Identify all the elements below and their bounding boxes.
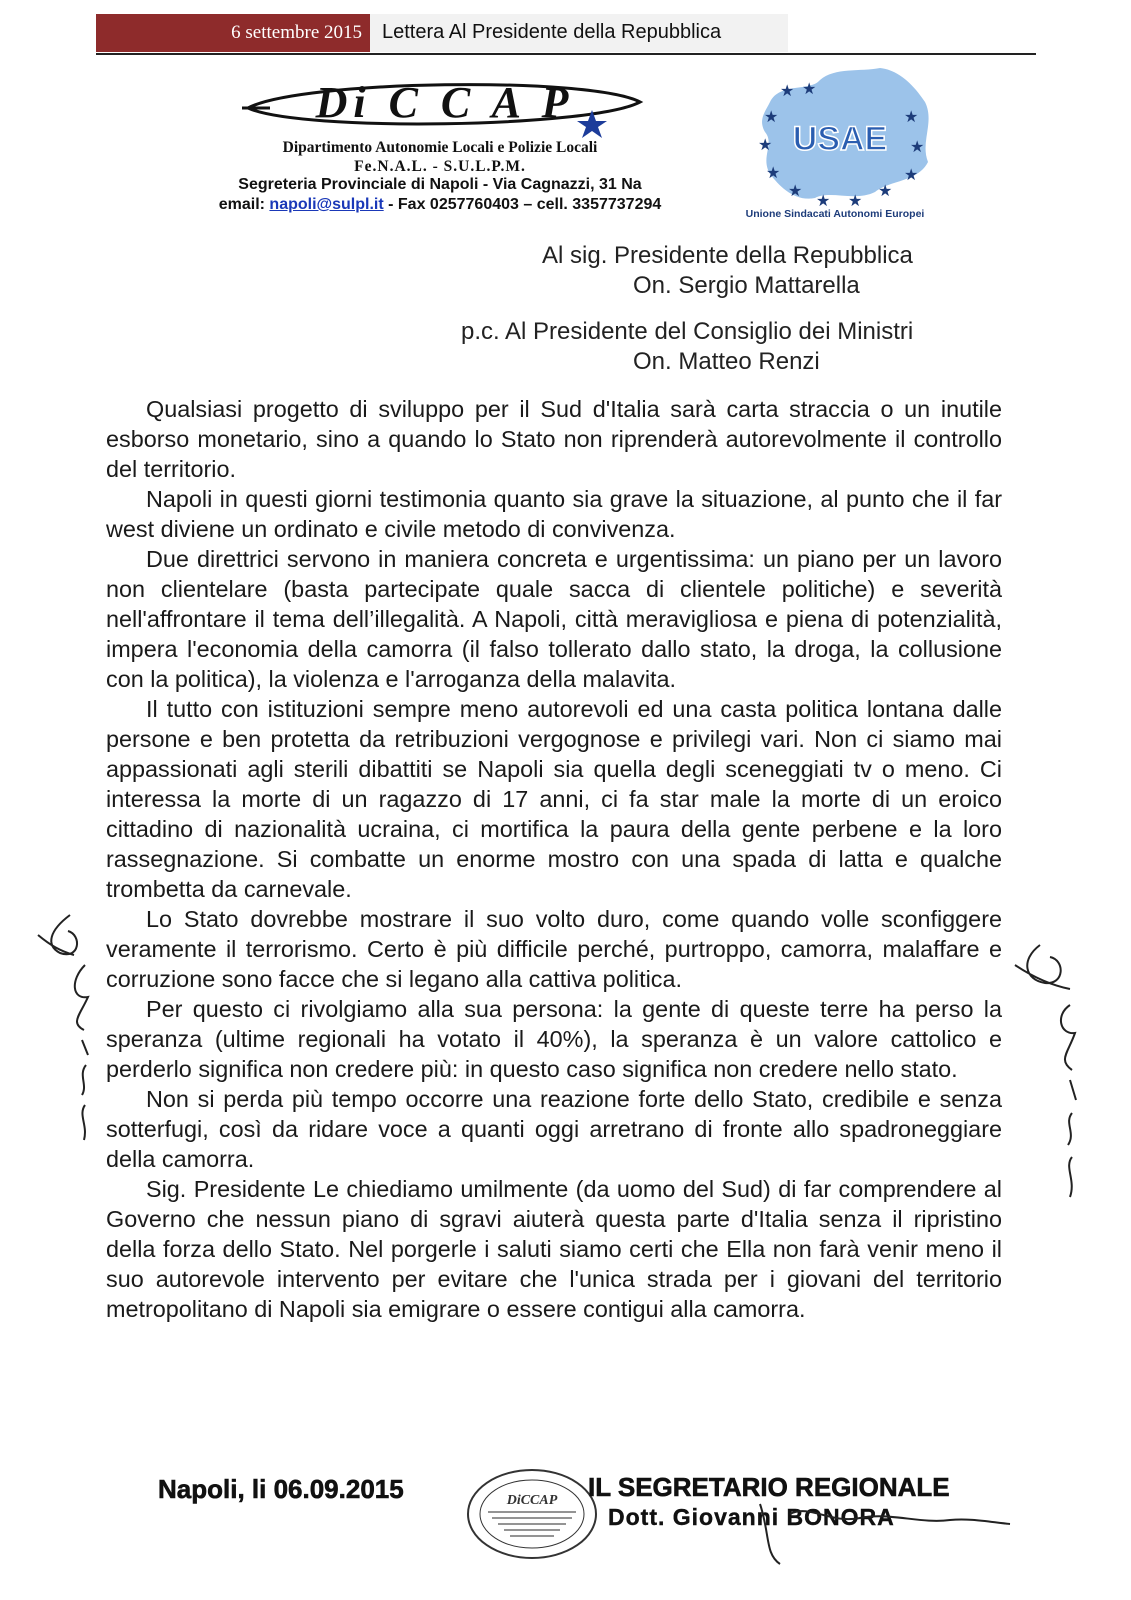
svg-text:★: ★	[802, 81, 817, 98]
diccap-logo	[240, 70, 650, 140]
stamp-text: DiCCAP	[506, 1493, 558, 1508]
margin-signature-right	[1010, 935, 1090, 1205]
signature-place-date: Napoli, li 06.09.2015	[158, 1474, 404, 1504]
body-paragraph: Il tutto con istituzioni sempre meno autorevoli ed una casta politica lontana dalle persone e ben protetta da retribuzioni vergognose e privilegi vari. Non ci siamo mai appassionati agli sterili dibattiti se Napoli sia quella degli sceneggiati tv o meno. Ci interessa la morte di un ragazzo di 17 anni, ci fa star male la morte di un eroico cittadino di nazionalità ucraina, ci mortifica la paura della gente perbene e la loro rassegnazione. Si combatte un enorme mostro con una spada di latta e qualche trombetta da carnevale.	[106, 696, 1002, 902]
header-date: 6 settembre 2015	[96, 14, 370, 52]
body-paragraph: Per questo ci rivolgiamo alla sua persona: la gente di queste terre ha perso la speranza (ultime regionali ha votato il 40%), la speranza è un valore cattolico e perderlo significa non credere più: in questo caso significa non credere nello stato.	[106, 996, 1002, 1082]
email-link[interactable]: napoli@sulpl.it	[269, 196, 384, 213]
svg-text:★: ★	[788, 183, 803, 200]
svg-text:★: ★	[910, 139, 925, 156]
addressee-line-3: p.c. Al Presidente del Consiglio dei Ministri	[461, 318, 914, 345]
svg-text:★: ★	[904, 167, 919, 184]
diccap-stamp	[464, 1466, 600, 1562]
letterhead-address: Segreteria Provinciale di Napoli - Via Cagnazzi, 31 Na	[238, 176, 642, 193]
svg-text:★: ★	[780, 83, 795, 100]
letterhead-union: Fe.N.A.L. - S.U.L.P.M.	[354, 158, 526, 175]
body-paragraph: Qualsiasi progetto di sviluppo per il Sud d'Italia sarà carta straccia o un inutile esborso monetario, sino a quando lo Stato non riprenderà autorevolmente il controllo del territorio.	[106, 396, 1002, 482]
handwritten-signature	[720, 1494, 1020, 1574]
header-divider	[96, 53, 1036, 55]
usae-logo-text: USAE	[792, 120, 888, 158]
svg-text:★: ★	[816, 193, 831, 210]
letterhead-contacts	[180, 196, 700, 214]
letterhead-department: Dipartimento Autonomie Locali e Polizie Locali	[282, 139, 598, 156]
svg-text:★: ★	[904, 109, 919, 126]
letter-body	[106, 394, 1002, 1324]
body-paragraph: Sig. Presidente Le chiediamo umilmente (da uomo del Sud) di far comprendere al Governo che nessun piano di sgravi aiuterà questa parte d'Italia senza il ripristino della forza dello Stato. Nel porgerle i saluti siamo certi che Ella non farà venir meno il suo autorevole intervento per evitare che l'unica strada per i giovani del territorio metropolitano di Napoli sia emigrare o essere contigui alla camorra.	[106, 1176, 1002, 1322]
body-paragraph: Napoli in questi giorni testimonia quanto sia grave la situazione, al punto che il far west diviene un ordinato e civile metodo di convivenza.	[106, 486, 1002, 542]
addressee-line-4: On. Matteo Renzi	[633, 348, 820, 375]
svg-text:★: ★	[848, 193, 863, 210]
addressee-line-2: On. Sergio Mattarella	[633, 272, 860, 299]
header-title: Lettera Al Presidente della Repubblica	[370, 14, 788, 52]
svg-text:★: ★	[766, 165, 781, 182]
margin-signature-left	[30, 905, 100, 1155]
fax-cell: - Fax 0257760403 – cell. 3357737294	[383, 196, 662, 213]
usae-caption: Unione Sindacati Autonomi Europei	[745, 208, 925, 220]
body-paragraph: Lo Stato dovrebbe mostrare il suo volto duro, come quando volle sconfiggere veramente il terrorismo. Certo è più difficile perché, purtroppo, camorra, malaffare e corruzione sono facce che si legano alla cattiva politica.	[106, 906, 1002, 992]
addressee-line-1: Al sig. Presidente della Repubblica	[542, 242, 913, 269]
diccap-logo-text: Di C C A P	[315, 78, 575, 127]
usae-logo	[740, 62, 940, 217]
email-label: email:	[218, 196, 270, 213]
body-paragraph: Due direttrici servono in maniera concreta e urgentissima: un piano per un lavoro non clientelare (basta partecipate quale sacca di clientele politiche) e severità nell'affrontare il tema dell’illegalità. A Napoli, città meravigliosa e piena di potenzialità, impera l'economia della camorra (il falso tollerato dallo stato, la droga, la collusione con la politica), la violenza e l'arroganza della malavita.	[106, 546, 1002, 692]
svg-text:★: ★	[758, 137, 773, 154]
svg-text:★: ★	[878, 183, 893, 200]
signature-name: Dott. Giovanni BONORA	[608, 1504, 895, 1530]
body-paragraph: Non si perda più tempo occorre una reazione forte dello Stato, credibile e senza sotterfugi, così da ridare voce a quanti oggi arretrano di fronte allo spadroneggiare della camorra.	[106, 1086, 1002, 1172]
svg-text:★: ★	[764, 109, 779, 126]
signature-title: IL SEGRETARIO REGIONALE	[588, 1472, 950, 1502]
